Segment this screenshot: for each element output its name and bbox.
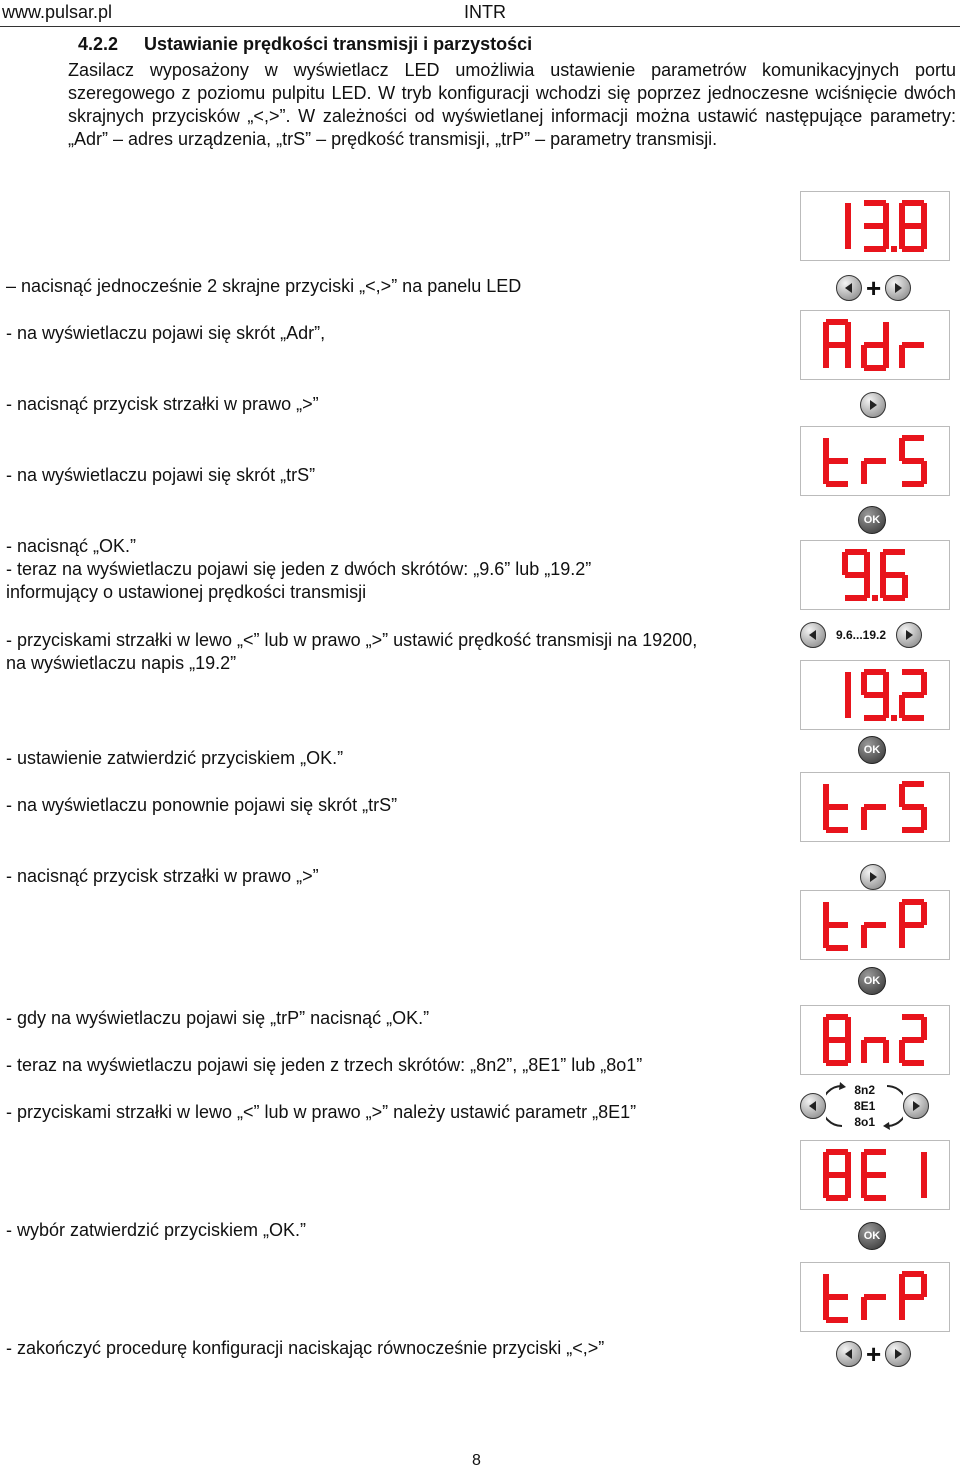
led-segment (902, 575, 908, 598)
arrow-left-button-icon[interactable] (800, 622, 826, 648)
led-segment (921, 807, 927, 830)
led-segment (826, 1294, 848, 1300)
intro-paragraph (6, 59, 956, 151)
led-segment (845, 572, 867, 578)
led-display-8 (800, 1005, 950, 1075)
led-segment (864, 223, 886, 229)
led-readout-13-8 (801, 192, 949, 260)
led-segment (826, 481, 848, 487)
led-segment (845, 322, 851, 345)
plus-sign: + (866, 1339, 882, 1369)
led-segment (921, 672, 927, 695)
buttons-both-arrows-1 (836, 272, 911, 304)
led-segment (864, 552, 870, 575)
led-segment (902, 246, 924, 252)
led-segment (899, 784, 905, 807)
step-13: - przyciskami strzałki w lewo „<” lub w prawo „>” należy ustawić parametr „8E1” (6, 1102, 637, 1122)
header-doc-code: INTR (464, 2, 506, 22)
led-segment (864, 669, 886, 675)
step-12: - teraz na wyświetlaczu pojawi się jeden z trzech skrótów: „8n2”, „8E1” lub „8o1” (6, 1055, 643, 1075)
step-9: - na wyświetlaczu ponownie pojawi się skrót „trS” (6, 795, 398, 815)
led-segment (902, 1060, 924, 1066)
led-segment (826, 342, 848, 348)
led-segment (823, 784, 829, 807)
parity-option: 8n2 (854, 1083, 876, 1097)
led-segment (845, 695, 851, 718)
section-number: 4.2.2 (78, 34, 119, 54)
parity-options-list (854, 1082, 875, 1130)
led-segment (823, 925, 829, 948)
header-rule (0, 26, 960, 27)
led-segment (861, 1297, 867, 1320)
ok-button-icon[interactable]: OK (858, 1222, 886, 1250)
led-segment (902, 458, 924, 464)
led-segment (864, 200, 886, 206)
led-readout-19-2 (801, 661, 949, 729)
led-segment (899, 438, 905, 461)
led-segment (921, 461, 927, 484)
led-segment (864, 575, 870, 598)
parity-option: 8o1 (854, 1115, 876, 1129)
led-segment (861, 345, 867, 368)
led-readout-trs-2 (801, 773, 949, 841)
led-readout-trs (801, 427, 949, 495)
led-segment (902, 200, 924, 206)
led-segment (899, 345, 905, 368)
led-segment (883, 549, 905, 555)
step-15: - zakończyć procedurę konfiguracji naciskając równocześnie przyciski „<,>” (6, 1338, 605, 1358)
led-segment (823, 1274, 829, 1297)
led-segment (823, 1040, 829, 1063)
led-segment (902, 481, 924, 487)
led-segment (883, 595, 905, 601)
led-segment (826, 1317, 848, 1323)
led-segment (902, 342, 924, 348)
led-segment (864, 365, 886, 371)
led-segment (899, 925, 905, 948)
led-readout-trp (801, 891, 949, 959)
led-segment (823, 1175, 829, 1198)
led-segment (883, 345, 889, 368)
led-segment (864, 1149, 886, 1155)
led-decimal-point (872, 595, 878, 601)
page-number: 8 (472, 1452, 481, 1469)
led-segment (842, 552, 848, 575)
led-segment (823, 807, 829, 830)
led-segment (845, 1175, 851, 1198)
led-readout-trp-2 (801, 1263, 949, 1331)
speed-range-label: 9.6...19.2 (836, 628, 887, 642)
led-segment (902, 435, 924, 441)
section-title-text: Ustawianie prędkości transmisji i parzystości (144, 34, 533, 54)
led-segment (899, 1274, 905, 1297)
led-segment (861, 1175, 867, 1198)
led-segment (921, 203, 927, 226)
led-segment (921, 1274, 927, 1297)
led-segment (902, 1014, 924, 1020)
led-segment (902, 1294, 924, 1300)
led-segment (845, 672, 851, 695)
led-segment (826, 1014, 848, 1020)
intro-text: Zasilacz wyposażony w wyświetlacz LED umożliwia ustawienie parametrów komunikacyjnych portu szeregowego z poziomu pulpitu LED. W tryb konfiguracji wchodzi się poprzez jednoczesne wciśnięcie dwóch skrajnych przycisków „<,>”. W zależności od wyświetlanej informacji można ustawić następujące parametry: „Adr” – adres urządzenia, „trS” – prędkość transmisji, „trP” – parametry transmisji. (68, 60, 956, 149)
led-segment (864, 458, 886, 464)
led-segment (823, 1152, 829, 1175)
led-segment (899, 1040, 905, 1063)
led-segment (823, 1017, 829, 1040)
led-segment (883, 572, 905, 578)
led-segment (902, 781, 924, 787)
step-10: - nacisnąć przycisk strzałki w prawo „>” (6, 866, 319, 886)
arrow-right-button-icon[interactable] (885, 275, 911, 301)
parity-option: 8E1 (854, 1099, 876, 1113)
arrow-left-button-icon[interactable] (800, 1093, 826, 1119)
led-segment (921, 1175, 927, 1198)
section-title (78, 34, 532, 55)
led-segment (826, 319, 848, 325)
led-segment (845, 345, 851, 368)
led-display-9 (800, 1140, 950, 1210)
step-1: – nacisnąć jednocześnie 2 skrajne przyciski „<,>” na panelu LED (6, 276, 522, 296)
led-segment (823, 1297, 829, 1320)
led-segment (845, 595, 867, 601)
button-ok-2 (858, 734, 886, 766)
led-display-3 (800, 426, 950, 496)
led-segment (921, 902, 927, 925)
led-segment (861, 1152, 867, 1175)
button-ok-4 (858, 1220, 886, 1252)
led-segment (883, 322, 889, 345)
button-right-1 (860, 389, 886, 421)
buttons-speed-range (800, 619, 922, 651)
page-header (0, 2, 960, 24)
arrow-right-button-icon[interactable] (885, 1341, 911, 1367)
led-segment (921, 1017, 927, 1040)
buttons-parity-options (800, 1080, 929, 1132)
led-display-7 (800, 890, 950, 960)
cycle-arrows-icon (883, 1082, 903, 1130)
led-segment (861, 672, 867, 695)
led-segment (826, 945, 848, 951)
ok-button-icon[interactable]: OK (858, 506, 886, 534)
led-segment (845, 1040, 851, 1063)
led-segment (823, 322, 829, 345)
led-readout-9-6 (801, 541, 949, 609)
led-readout-8e1 (801, 1141, 949, 1209)
buttons-both-arrows-2 (836, 1338, 911, 1370)
led-segment (864, 246, 886, 252)
arrow-left-button-icon[interactable] (836, 275, 862, 301)
led-segment (902, 899, 924, 905)
led-segment (826, 922, 848, 928)
led-display-10 (800, 1262, 950, 1332)
led-segment (902, 223, 924, 229)
led-segment (899, 902, 905, 925)
plus-sign: + (866, 273, 882, 303)
led-segment (902, 669, 924, 675)
arrow-right-button-icon[interactable] (903, 1093, 929, 1119)
led-segment (823, 345, 829, 368)
led-segment (864, 922, 886, 928)
step-2: - na wyświetlaczu pojawi się skrót „Adr”, (6, 323, 326, 343)
led-readout-adr (801, 311, 949, 379)
led-segment (864, 1037, 886, 1043)
led-segment (880, 575, 886, 598)
led-segment (902, 1271, 924, 1277)
led-segment (845, 1017, 851, 1040)
led-segment (902, 715, 924, 721)
cycle-arrows-icon (826, 1082, 846, 1130)
led-segment (883, 203, 889, 226)
led-segment (861, 925, 867, 948)
led-segment (861, 1040, 867, 1063)
led-segment (826, 1060, 848, 1066)
led-readout-8n2 (801, 1006, 949, 1074)
led-segment (864, 1172, 886, 1178)
led-segment (899, 695, 905, 718)
led-segment (845, 226, 851, 249)
led-segment (861, 807, 867, 830)
led-display-6 (800, 772, 950, 842)
led-segment (826, 458, 848, 464)
step-3: - nacisnąć przycisk strzałki w prawo „>” (6, 394, 319, 414)
led-segment (864, 1195, 886, 1201)
arrow-right-button-icon[interactable] (860, 864, 886, 890)
led-segment (826, 1172, 848, 1178)
button-ok-1 (858, 504, 886, 536)
led-segment (921, 226, 927, 249)
led-segment (899, 1297, 905, 1320)
arrow-right-button-icon[interactable] (860, 392, 886, 418)
led-display-2 (800, 310, 950, 380)
ok-button-icon[interactable]: OK (858, 967, 886, 995)
arrow-left-button-icon[interactable] (836, 1341, 862, 1367)
led-segment (864, 692, 886, 698)
ok-button-icon[interactable]: OK (858, 736, 886, 764)
led-segment (902, 692, 924, 698)
led-segment (826, 1195, 848, 1201)
led-segment (864, 804, 886, 810)
led-segment (823, 438, 829, 461)
led-segment (902, 827, 924, 833)
step-6: - teraz na wyświetlaczu pojawi się jeden z dwóch skrótów: „9.6” lub „19.2” informujący o ustawionej prędkości transmisji (6, 559, 592, 602)
led-segment (826, 827, 848, 833)
step-4: - na wyświetlaczu pojawi się skrót „trS” (6, 465, 316, 485)
button-right-2 (860, 861, 886, 893)
led-display-5 (800, 660, 950, 730)
led-segment (883, 1040, 889, 1063)
step-14: - wybór zatwierdzić przyciskiem „OK.” (6, 1220, 307, 1240)
led-segment (826, 1149, 848, 1155)
step-7: - przyciskami strzałki w lewo „<” lub w prawo „>” ustawić prędkość transmisji na 19200, na wyświetlaczu napis „19.2” (6, 630, 698, 673)
led-segment (823, 902, 829, 925)
led-display-1 (800, 191, 950, 261)
led-segment (902, 804, 924, 810)
led-segment (864, 342, 886, 348)
led-segment (883, 695, 889, 718)
led-segment (826, 804, 848, 810)
led-segment (902, 922, 924, 928)
led-segment (823, 461, 829, 484)
header-site: www.pulsar.pl (2, 2, 113, 22)
arrow-right-button-icon[interactable] (896, 622, 922, 648)
led-segment (864, 715, 886, 721)
led-display-4 (800, 540, 950, 610)
led-segment (899, 203, 905, 226)
step-8: - ustawienie zatwierdzić przyciskiem „OK.” (6, 748, 344, 768)
led-segment (880, 552, 886, 575)
step-11: - gdy na wyświetlaczu pojawi się „trP” nacisnąć „OK.” (6, 1008, 430, 1028)
led-segment (826, 1037, 848, 1043)
led-decimal-point (891, 715, 897, 721)
led-segment (845, 549, 867, 555)
led-segment (902, 1037, 924, 1043)
led-segment (845, 203, 851, 226)
led-decimal-point (891, 246, 897, 252)
led-segment (883, 672, 889, 695)
led-segment (845, 1152, 851, 1175)
led-segment (899, 226, 905, 249)
led-segment (921, 1152, 927, 1175)
button-ok-3 (858, 965, 886, 997)
led-segment (861, 461, 867, 484)
led-segment (883, 226, 889, 249)
step-5: - nacisnąć „OK.” (6, 536, 137, 556)
led-segment (864, 1294, 886, 1300)
